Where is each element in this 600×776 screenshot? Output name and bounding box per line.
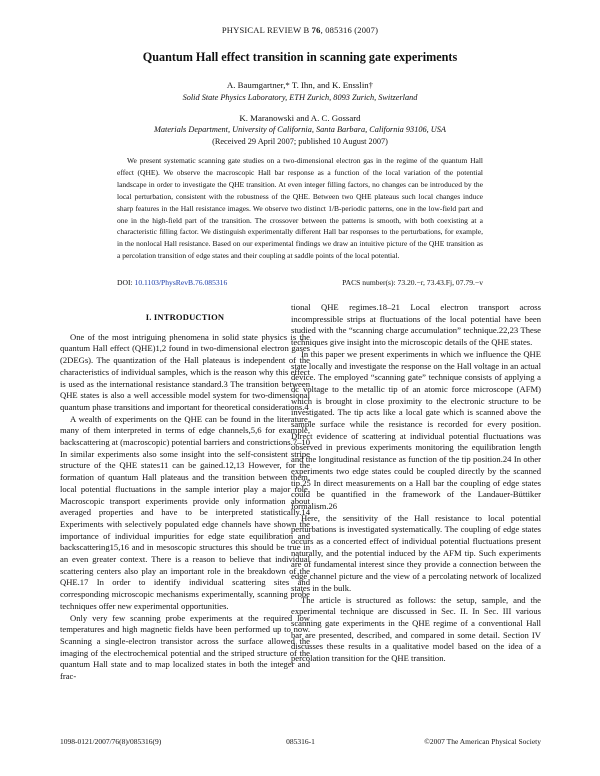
paragraph: In this paper we present experiments in which we influence the QHE state locally and investigate the response on the Hall voltage in an actual device. The employed “scanning gate” technique consists of applying a dc voltage to the metallic tip of an atomic force microscope (AFM) which is brought in close proximity to the electronic structure to be investigated. The tip acts like a local gate which is scanned above the sample surface while the resistance is recorded for every position. Direct evidence of scattering at individual potential fluctuations was observed in previous experiments monitoring the equilibration length and the longitudinal resistance as function of the tip position.24 In other experiments two edge states could be coupled directly by the scanned tip.25 In direct measurements on a Hall bar the coupling of edge states could be quantified in the framework of the Landauer-Büttiker formalism.26 xyxy=(291,348,541,511)
journal-volume: 76 xyxy=(311,25,321,35)
received-dates: (Received 29 April 2007; published 10 August 2007) xyxy=(212,137,388,146)
author-list-2: K. Maranowski and A. C. Gossard xyxy=(239,113,361,123)
footer-identifier: 1098-0121/2007/76(8)/085316(9) xyxy=(60,737,162,746)
copyright: ©2007 The American Physical Society xyxy=(424,737,541,746)
section-heading: I. INTRODUCTION xyxy=(145,312,225,322)
paragraph: Only very few scanning probe experiments at the required low temperatures and high magnetic fields have been performed up to now. Scanning a single-electron transistor across the surface allowed the imaging of the electrochemical potential and the striped structure of the quantum Hall state and to map localized states in both the integer and frac- xyxy=(60,612,310,682)
paragraph: Here, the sensitivity of the Hall resistance to local potential perturbations is investigated systematically. The coupling of edge states occurs as a concerted effect of individual potential fluctuations present naturally, and the potential induced by the AFM tip. Such experiments are of fundamental interest since they provide a connection between the edge channel picture and the view of a percolating network of localized states in the bulk. xyxy=(291,512,541,593)
doi-label: DOI: xyxy=(117,278,135,287)
affiliation-1: Solid State Physics Laboratory, ETH Zurich, 8093 Zurich, Switzerland xyxy=(182,93,418,102)
pacs-numbers: PACS number(s): 73.20.−r, 73.43.Fj, 07.79.−v xyxy=(342,278,483,287)
doi-row xyxy=(117,278,483,287)
paragraph: tional QHE regimes.18–21 Local electron transport across incompressible strips at fluctuations of the local potential have been studied with the “scanning charge accumulation” technique.22,23 These techniques give insight into the microscopic details of the QHE states. xyxy=(291,302,541,348)
affiliation-2: Materials Department, University of California, Santa Barbara, California 93106, USA xyxy=(154,125,446,134)
article-number: , 085316 (2007) xyxy=(320,25,379,35)
left-column xyxy=(60,302,310,683)
paragraph: The article is structured as follows: the setup, sample, and the experimental technique are discussed in Sec. II. In Sec. III various scanning gate experiments in the QHE regime of a conventional Hall bar are presented, described, and compared in some detail. Section IV discusses these results in a qualitative model based on the idea of a percolation transition for the QHE transition. xyxy=(291,594,541,664)
paper-title: Quantum Hall effect transition in scanning gate experiments xyxy=(142,50,458,64)
journal-name: PHYSICAL REVIEW B xyxy=(221,25,310,35)
paragraph: One of the most intriguing phenomena in solid state physics is the quantum Hall effect (QHE)1,2 found in two-dimensional electron gases (2DEGs). The quantization of the Hall plateaus is independent of the characteristics of individual samples, which is the reason why this effect is used as the international resistance standard.3 The transition between QHE states is also a well accessible model system for two-dimensional quantum phase transitions and important for theoretical considerations.4 xyxy=(60,331,310,412)
right-column xyxy=(291,302,541,665)
doi-link[interactable]: 10.1103/PhysRevB.76.085316 xyxy=(134,278,228,287)
running-header xyxy=(0,25,600,35)
page-number: 085316-1 xyxy=(286,737,315,746)
abstract: We present systematic scanning gate studies on a two-dimensional electron gas in the regime of the quantum Hall effect (QHE). We observe the macroscopic Hall bar response as a function of the local variation of the potential landscape in order to investigate the QHE transition. At even integer filling factors, no changes can be introduced by the local perturbation, consistent with the robustness of the QHE. Between two QHE plateaus such local changes induce sharp features in the Hall resistance images. We observe two distinct 1/B-periodic patterns, one in the low-field part and one in the high-field part of the transition. The crossover between the patterns is smooth, with both coexisting at a characteristic filling factor. We distinguish experimentally different Hall bar responses to the perturbations, for example, in the nonlocal Hall resistance. Based on our experimental findings we draw an intuitive picture of the QHE transition as a percolation transition of edge states and their coupling at saddle points of the local potential. xyxy=(117,156,483,261)
paragraph: A wealth of experiments on the QHE can be found in the literature, many of them interpreted in terms of edge channels,5,6 for example, backscattering at (macroscopic) potential barriers and constrictions.7–10 In similar experiments also some insight into the self-consistent stripe structure of the QHE states11 can be gained.12,13 However, for the formation of quantum Hall plateaus and the transition between them, local potential fluctuations in the sample interior play a major role. Macroscopic transport experiments provide only information about averaged properties and have to be interpreted statistically.14 Experiments with selectively populated edge channels have shown the importance of individual impurities for edge state equilibration and backscattering15,16 and in mesoscopic structures this should be true in an even greater context. There is a reason to believe that individual scattering centers also play an important role in the breakdown of the QHE.17 In order to identify individual scattering sites and corresponding microscopic mechanisms experimentally, scanning probe techniques offer new experimental opportunities. xyxy=(60,413,310,611)
author-list-1: A. Baumgartner,* T. Ihn, and K. Ensslin† xyxy=(226,80,374,90)
